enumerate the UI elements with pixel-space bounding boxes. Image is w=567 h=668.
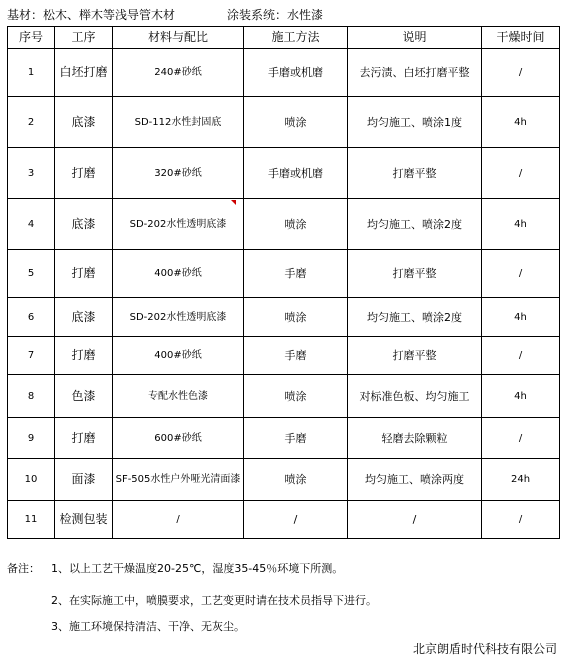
cell-dry: / xyxy=(482,418,560,459)
cell-dry: 24h xyxy=(482,459,560,501)
cell-no: 2 xyxy=(8,97,55,148)
cell-material: 600#砂纸 xyxy=(113,418,244,459)
cell-step: 底漆 xyxy=(55,298,113,337)
cell-method: 手磨 xyxy=(244,250,348,298)
cell-desc: 打磨平整 xyxy=(348,148,482,199)
table-row xyxy=(8,199,560,250)
table-row xyxy=(8,375,560,418)
cell-material: 240#砂纸 xyxy=(113,49,244,97)
cell-material: SD-202水性透明底漆 xyxy=(113,199,244,250)
cell-desc: 均匀施工、喷涂2度 xyxy=(348,298,482,337)
cell-method: / xyxy=(244,501,348,539)
cell-desc: 均匀施工、喷涂1度 xyxy=(348,97,482,148)
cell-method: 喷涂 xyxy=(244,97,348,148)
cell-step: 打磨 xyxy=(55,250,113,298)
cell-method: 喷涂 xyxy=(244,199,348,250)
cell-step: 底漆 xyxy=(55,97,113,148)
cell-step: 打磨 xyxy=(55,148,113,199)
cell-desc: / xyxy=(348,501,482,539)
cell-no: 6 xyxy=(8,298,55,337)
cell-method: 喷涂 xyxy=(244,459,348,501)
cell-material: 320#砂纸 xyxy=(113,148,244,199)
cell-step: 检测包装 xyxy=(55,501,113,539)
cell-step: 底漆 xyxy=(55,199,113,250)
cell-step: 面漆 xyxy=(55,459,113,501)
note-item: 2、在实际施工中，喷膜要求，工艺变更时请在技术员指导下进行。 xyxy=(51,594,377,607)
coating-system-label: 涂装系统：水性漆 xyxy=(227,8,324,22)
cell-no: 9 xyxy=(8,418,55,459)
company-name: 北京朗盾时代科技有限公司 xyxy=(412,642,557,656)
table-row xyxy=(8,459,560,501)
comment-marker-icon xyxy=(231,200,236,205)
cell-dry: 4h xyxy=(482,375,560,418)
table-row xyxy=(8,418,560,459)
cell-dry: 4h xyxy=(482,298,560,337)
cell-material: 400#砂纸 xyxy=(113,337,244,375)
cell-no: 4 xyxy=(8,199,55,250)
cell-no: 10 xyxy=(8,459,55,501)
cell-material: SD-202水性透明底漆 xyxy=(113,298,244,337)
table-row xyxy=(8,148,560,199)
cell-dry: / xyxy=(482,337,560,375)
cell-method: 喷涂 xyxy=(244,298,348,337)
cell-no: 11 xyxy=(8,501,55,539)
col-header-no: 序号 xyxy=(8,27,55,49)
cell-no: 5 xyxy=(8,250,55,298)
cell-desc: 打磨平整 xyxy=(348,337,482,375)
cell-step: 色漆 xyxy=(55,375,113,418)
cell-method: 手磨或机磨 xyxy=(244,148,348,199)
cell-material: 专配水性色漆 xyxy=(113,375,244,418)
cell-no: 7 xyxy=(8,337,55,375)
cell-no: 8 xyxy=(8,375,55,418)
cell-desc: 对标准色板、均匀施工 xyxy=(348,375,482,418)
cell-material: SF-505水性户外哑光清面漆 xyxy=(113,459,244,501)
notes-label: 备注： xyxy=(7,562,40,575)
table-row xyxy=(8,97,560,148)
cell-material: / xyxy=(113,501,244,539)
note-item: 3、施工环境保持清洁、干净、无灰尘。 xyxy=(51,620,245,633)
table-row xyxy=(8,49,560,97)
cell-desc: 打磨平整 xyxy=(348,250,482,298)
col-header-step: 工序 xyxy=(55,27,113,49)
cell-no: 3 xyxy=(8,148,55,199)
cell-dry: 4h xyxy=(482,199,560,250)
cell-step: 打磨 xyxy=(55,418,113,459)
cell-dry: / xyxy=(482,148,560,199)
cell-dry: 4h xyxy=(482,97,560,148)
col-header-method: 施工方法 xyxy=(244,27,348,49)
cell-method: 手磨 xyxy=(244,418,348,459)
cell-desc: 均匀施工、喷涂2度 xyxy=(348,199,482,250)
cell-desc: 去污渍、白坯打磨平整 xyxy=(348,49,482,97)
substrate-label: 基材：松木、榉木等浅导管木材 xyxy=(7,8,176,22)
col-header-desc: 说明 xyxy=(348,27,482,49)
cell-no: 1 xyxy=(8,49,55,97)
table-row xyxy=(8,250,560,298)
table-row xyxy=(8,501,560,539)
cell-dry: / xyxy=(482,49,560,97)
cell-step: 打磨 xyxy=(55,337,113,375)
table-header-row xyxy=(8,27,560,49)
cell-desc: 均匀施工、喷涂两度 xyxy=(348,459,482,501)
cell-dry: / xyxy=(482,250,560,298)
col-header-dry: 干燥时间 xyxy=(482,27,560,49)
cell-step: 白坯打磨 xyxy=(55,49,113,97)
table-row xyxy=(8,298,560,337)
cell-method: 手磨 xyxy=(244,337,348,375)
cell-material: 400#砂纸 xyxy=(113,250,244,298)
cell-material: SD-112水性封固底 xyxy=(113,97,244,148)
cell-method: 喷涂 xyxy=(244,375,348,418)
process-table xyxy=(7,26,560,539)
cell-dry: / xyxy=(482,501,560,539)
table-row xyxy=(8,337,560,375)
col-header-material: 材料与配比 xyxy=(113,27,244,49)
cell-desc: 轻磨去除颗粒 xyxy=(348,418,482,459)
note-item: 1、以上工艺干燥温度20-25℃，湿度35-45％环境下所测。 xyxy=(51,562,344,575)
cell-method: 手磨或机磨 xyxy=(244,49,348,97)
